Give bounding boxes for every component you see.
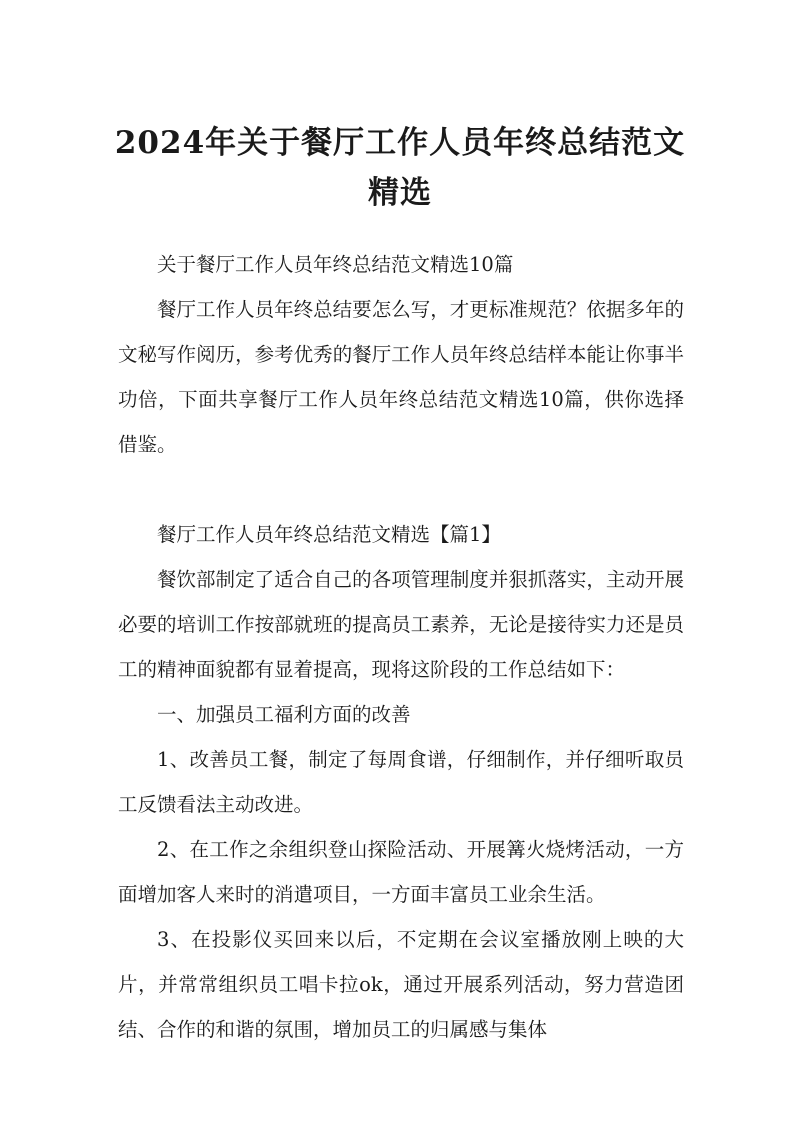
- list-item: 3、在投影仪买回来以后，不定期在会议室播放刚上映的大片，并常常组织员工唱卡拉ok，通过开展系列活动，努力营造团结、合作的和谐的氛围，增加员工的归属感与集体: [118, 928, 684, 1041]
- blank-line: [118, 467, 684, 512]
- document-body: [118, 242, 684, 1052]
- section-heading: 餐厅工作人员年终总结范文精选【篇1】: [157, 523, 501, 546]
- list-item: 1、改善员工餐，制定了每周食谱，仔细制作，并仔细听取员工反馈看法主动改进。: [118, 748, 684, 816]
- intro-heading: 关于餐厅工作人员年终总结范文精选10篇: [157, 253, 514, 276]
- subheading: 一、加强员工福利方面的改善: [157, 703, 411, 726]
- document-title: 2024年关于餐厅工作人员年终总结范文精选: [114, 125, 686, 211]
- list-item: 2、在工作之余组织登山探险活动、开展篝火烧烤活动，一方面增加客人来时的消遣项目，一方面丰富员工业余生活。: [118, 838, 684, 906]
- body-paragraph: 餐饮部制定了适合自己的各项管理制度并狠抓落实，主动开展必要的培训工作按部就班的提高员工素养，无论是接待实力还是员工的精神面貌都有显着提高，现将这阶段的工作总结如下：: [118, 568, 684, 681]
- intro-paragraph: 餐厅工作人员年终总结要怎么写，才更标准规范？依据多年的文秘写作阅历，参考优秀的餐厅工作人员年终总结样本能让你事半功倍，下面共享餐厅工作人员年终总结范文精选10篇，供你选择借鉴。: [118, 298, 684, 456]
